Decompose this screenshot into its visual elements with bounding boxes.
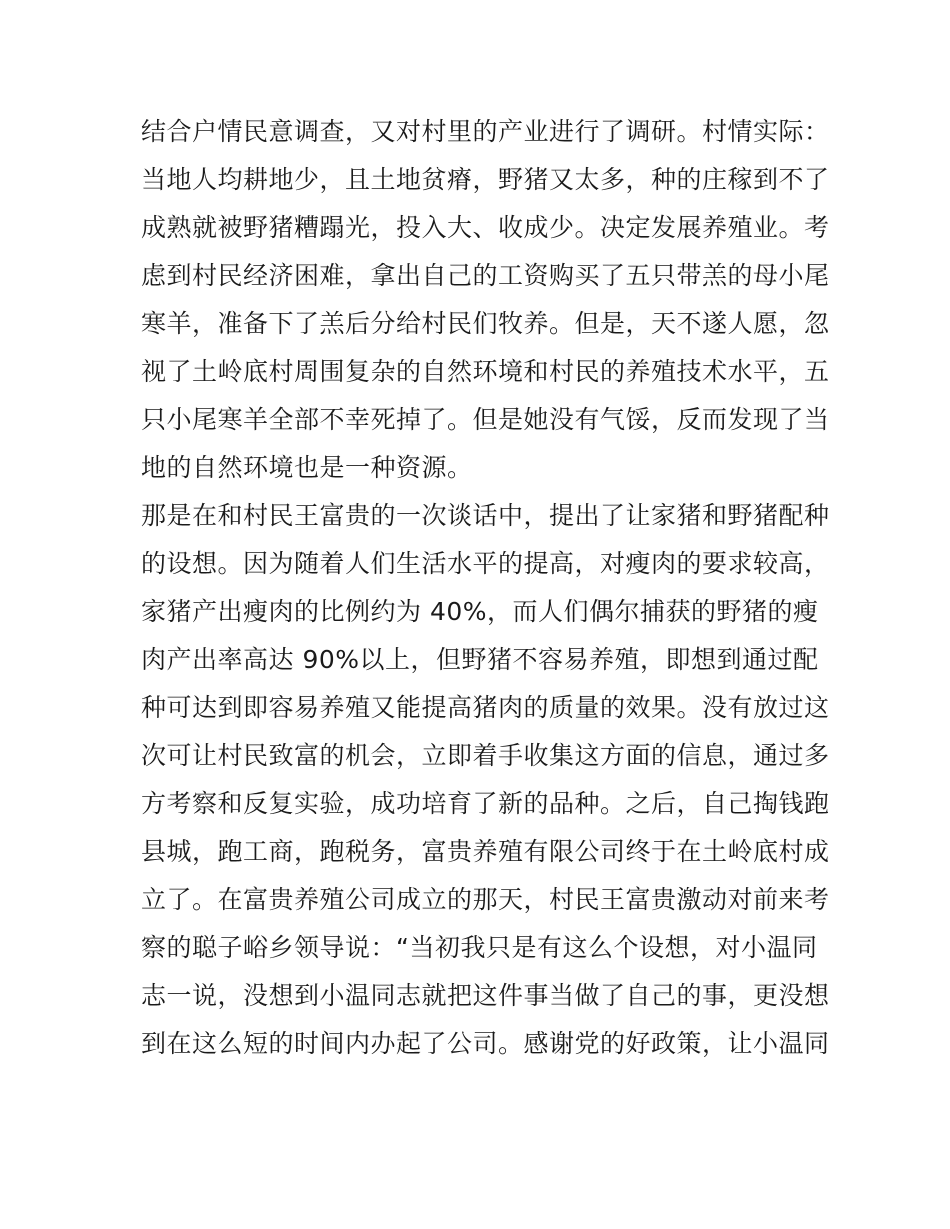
text-line-19: 志一说，没想到小温同志就把这件事当做了自己的事，更没想 [141,981,830,1010]
text-line-17: 立了。在富贵养殖公司成立的那天，村民王富贵激动对前来考 [141,885,830,914]
text-line-8: 地的自然环境也是一种资源。 [141,453,473,482]
text-line-11: 家猪产出瘦肉的比例约为 40%，而人们偶尔捕获的野猪的瘦 [141,597,819,626]
text-line-18: 察的聪子峪乡领导说：“当初我只是有这么个设想，对小温同 [141,933,818,962]
text-line-9: 那是在和村民王富贵的一次谈话中，提出了让家猪和野猪配种 [141,501,830,530]
text-line-15: 方考察和反复实验，成功培育了新的品种。之后，自己掏钱跑 [141,789,830,818]
text-line-12: 肉产出率高达 90%以上，但野猪不容易养殖，即想到通过配 [141,645,819,674]
text-line-4: 虑到村民经济困难，拿出自己的工资购买了五只带羔的母小尾 [141,261,830,290]
text-line-3: 成熟就被野猪糟蹋光，投入大、收成少。决定发展养殖业。考 [141,213,830,242]
body-text [141,108,830,1068]
text-line-7: 只小尾寒羊全部不幸死掉了。但是她没有气馁，反而发现了当 [141,405,830,434]
text-line-13: 种可达到即容易养殖又能提高猪肉的质量的效果。没有放过这 [141,693,830,722]
text-line-6: 视了土岭底村周围复杂的自然环境和村民的养殖技术水平，五 [141,357,830,386]
text-line-10: 的设想。因为随着人们生活水平的提高，对瘦肉的要求较高， [141,549,830,578]
text-line-2: 当地人均耕地少，且土地贫瘠，野猪又太多，种的庄稼到不了 [141,165,830,194]
text-line-14: 次可让村民致富的机会，立即着手收集这方面的信息，通过多 [141,741,830,770]
text-line-5: 寒羊，准备下了羔后分给村民们牧养。但是，天不遂人愿，忽 [141,309,830,338]
text-line-16: 县城，跑工商，跑税务，富贵养殖有限公司终于在土岭底村成 [141,837,830,866]
text-line-20: 到在这么短的时间内办起了公司。感谢党的好政策，让小温同 [141,1029,830,1058]
text-line-1: 结合户情民意调查，又对村里的产业进行了调研。村情实际： [141,117,830,146]
